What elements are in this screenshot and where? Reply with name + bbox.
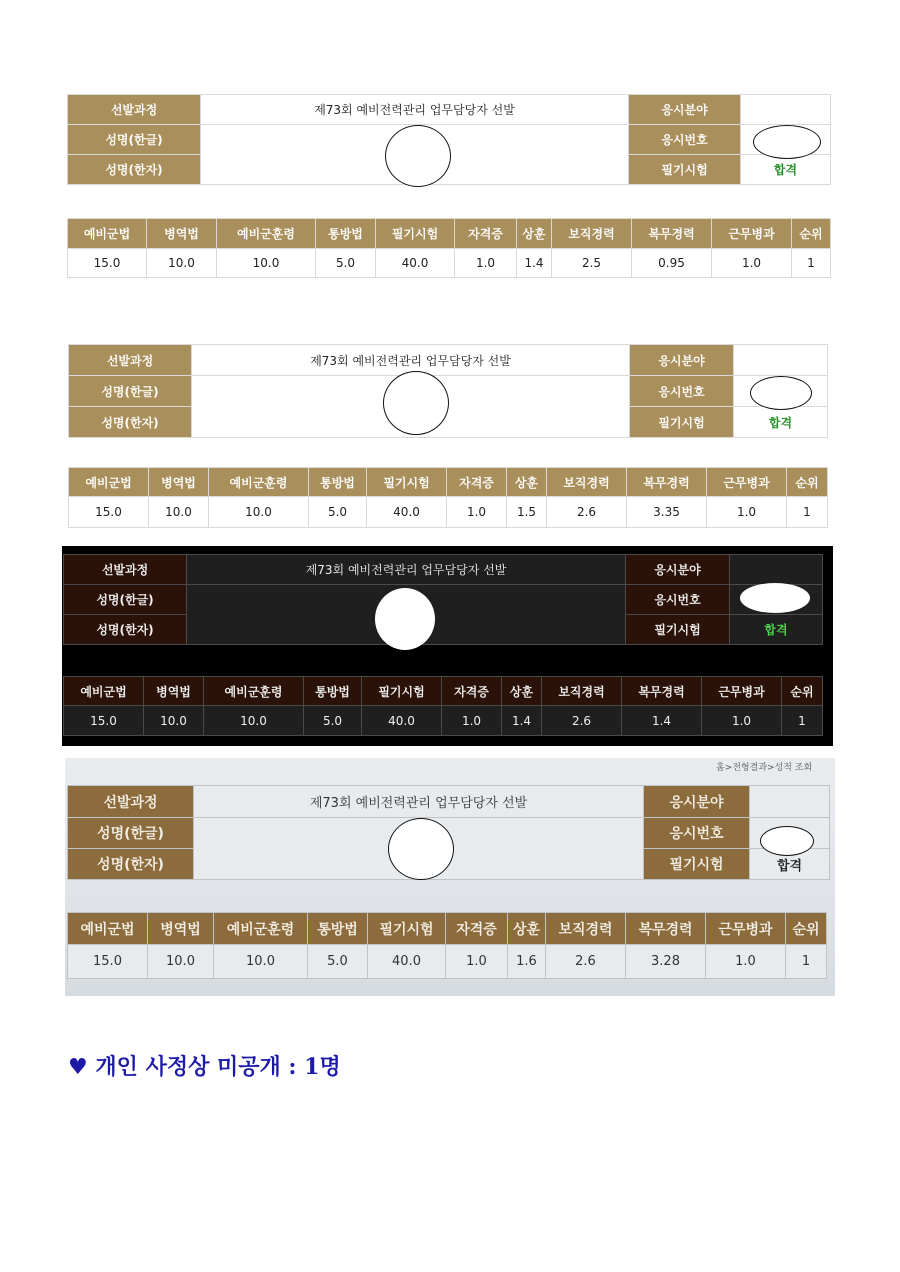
score-cell: 1.4 (502, 706, 542, 736)
score-cell: 15.0 (69, 497, 149, 528)
score-cell: 1 (792, 249, 831, 278)
label-field: 응시분야 (644, 786, 750, 818)
score-header: 병역법 (144, 677, 204, 706)
score-cell: 1.0 (446, 945, 508, 979)
heart-icon: ♥ (68, 1054, 88, 1080)
score-header: 보직경력 (547, 468, 627, 497)
score-header: 예비군훈령 (214, 913, 308, 945)
label-exam-no: 응시번호 (626, 585, 730, 615)
score-header: 근무병과 (706, 913, 786, 945)
score-header: 예비군법 (64, 677, 144, 706)
score-header: 통방법 (308, 913, 368, 945)
score-cell: 10.0 (148, 945, 214, 979)
label-name-kor: 성명(한글) (68, 125, 201, 155)
score-cell: 10.0 (217, 249, 316, 278)
score-cell: 1.0 (706, 945, 786, 979)
score-header: 복무경력 (627, 468, 707, 497)
score-cell: 10.0 (214, 945, 308, 979)
label-written: 필기시험 (626, 615, 730, 645)
label-name-hanja: 성명(한자) (68, 155, 201, 185)
score-header: 순위 (787, 468, 828, 497)
score-cell: 10.0 (147, 249, 217, 278)
score-header: 통방법 (309, 468, 367, 497)
label-name-kor: 성명(한글) (68, 818, 194, 849)
label-field: 응시분야 (626, 555, 730, 585)
score-cell: 3.28 (626, 945, 706, 979)
score-header: 필기시험 (367, 468, 447, 497)
label-course: 선발과정 (68, 95, 201, 125)
field-value (750, 786, 830, 818)
footer-note (68, 1050, 341, 1081)
score-header: 상훈 (517, 219, 552, 249)
score-header: 병역법 (148, 913, 214, 945)
score-cell: 1.0 (442, 706, 502, 736)
label-exam-no: 응시번호 (644, 818, 750, 849)
score-cell: 10.0 (144, 706, 204, 736)
label-field: 응시분야 (630, 345, 734, 376)
score-header: 예비군훈령 (217, 219, 316, 249)
written-result: 합격 (734, 407, 828, 438)
written-result: 합격 (730, 615, 823, 645)
course-value: 제73회 예비전력관리 업무담당자 선발 (187, 555, 626, 585)
score-header: 자격증 (442, 677, 502, 706)
score-header: 보직경력 (546, 913, 626, 945)
score-cell: 1.5 (507, 497, 547, 528)
score-header: 상훈 (507, 468, 547, 497)
label-name-hanja: 성명(한자) (64, 615, 187, 645)
score-header: 복무경력 (626, 913, 706, 945)
course-value: 제73회 예비전력관리 업무담당자 선발 (192, 345, 630, 376)
score-header: 순위 (782, 677, 823, 706)
score-cell: 40.0 (368, 945, 446, 979)
label-written: 필기시험 (630, 407, 734, 438)
score-table (67, 912, 827, 979)
score-header: 예비군법 (68, 913, 148, 945)
score-header: 필기시험 (368, 913, 446, 945)
written-result: 합격 (741, 155, 831, 185)
score-header: 병역법 (147, 219, 217, 249)
score-cell: 15.0 (64, 706, 144, 736)
score-cell: 1.4 (517, 249, 552, 278)
score-header: 예비군훈령 (204, 677, 304, 706)
score-cell: 1.4 (622, 706, 702, 736)
label-exam-no: 응시번호 (629, 125, 741, 155)
score-header: 상훈 (502, 677, 542, 706)
score-cell: 2.6 (547, 497, 627, 528)
label-exam-no: 응시번호 (630, 376, 734, 407)
score-header: 자격증 (446, 913, 508, 945)
score-header: 병역법 (149, 468, 209, 497)
label-written: 필기시험 (629, 155, 741, 185)
score-cell: 10.0 (209, 497, 309, 528)
course-value: 제73회 예비전력관리 업무담당자 선발 (201, 95, 629, 125)
score-cell: 1.0 (702, 706, 782, 736)
score-header: 필기시험 (376, 219, 455, 249)
score-cell: 10.0 (149, 497, 209, 528)
score-cell: 5.0 (304, 706, 362, 736)
score-header: 예비군법 (69, 468, 149, 497)
score-header: 상훈 (508, 913, 546, 945)
score-header: 자격증 (455, 219, 517, 249)
score-cell: 40.0 (367, 497, 447, 528)
score-cell: 1.0 (455, 249, 517, 278)
score-header: 근무병과 (712, 219, 792, 249)
score-cell: 5.0 (316, 249, 376, 278)
score-header: 복무경력 (622, 677, 702, 706)
score-header: 자격증 (447, 468, 507, 497)
label-course: 선발과정 (69, 345, 192, 376)
score-cell: 2.5 (552, 249, 632, 278)
course-value: 제73회 예비전력관리 업무담당자 선발 (194, 786, 644, 818)
label-field: 응시분야 (629, 95, 741, 125)
score-header: 통방법 (304, 677, 362, 706)
score-header: 예비군법 (68, 219, 147, 249)
redaction-oval (760, 826, 814, 856)
label-name-hanja: 성명(한자) (68, 849, 194, 880)
score-cell: 1.0 (447, 497, 507, 528)
footer-note-text: 개인 사정상 미공개 : 1명 (95, 1054, 341, 1080)
written-result: 합격 (750, 849, 830, 880)
score-cell: 2.6 (546, 945, 626, 979)
label-course: 선발과정 (64, 555, 187, 585)
score-cell: 15.0 (68, 249, 147, 278)
score-cell: 1.6 (508, 945, 546, 979)
label-written: 필기시험 (644, 849, 750, 880)
score-header: 근무병과 (707, 468, 787, 497)
score-cell: 2.6 (542, 706, 622, 736)
label-name-hanja: 성명(한자) (69, 407, 192, 438)
score-cell: 1 (782, 706, 823, 736)
score-cell: 40.0 (362, 706, 442, 736)
score-cell: 40.0 (376, 249, 455, 278)
score-header: 근무병과 (702, 677, 782, 706)
score-header: 보직경력 (552, 219, 632, 249)
score-header: 예비군훈령 (209, 468, 309, 497)
breadcrumb: 홈>전형결과>성적 조회 (716, 763, 813, 773)
score-header: 순위 (786, 913, 827, 945)
score-cell: 5.0 (308, 945, 368, 979)
score-header: 통방법 (316, 219, 376, 249)
score-cell: 1 (786, 945, 827, 979)
label-name-kor: 성명(한글) (69, 376, 192, 407)
score-header: 보직경력 (542, 677, 622, 706)
score-cell: 3.35 (627, 497, 707, 528)
score-header: 필기시험 (362, 677, 442, 706)
score-cell: 10.0 (204, 706, 304, 736)
score-cell: 0.95 (632, 249, 712, 278)
score-header: 순위 (792, 219, 831, 249)
score-cell: 5.0 (309, 497, 367, 528)
redaction-oval (388, 818, 454, 880)
score-cell: 1 (787, 497, 828, 528)
score-header: 복무경력 (632, 219, 712, 249)
score-cell: 1.0 (712, 249, 792, 278)
score-cell: 15.0 (68, 945, 148, 979)
score-cell: 1.0 (707, 497, 787, 528)
label-name-kor: 성명(한글) (64, 585, 187, 615)
label-course: 선발과정 (68, 786, 194, 818)
